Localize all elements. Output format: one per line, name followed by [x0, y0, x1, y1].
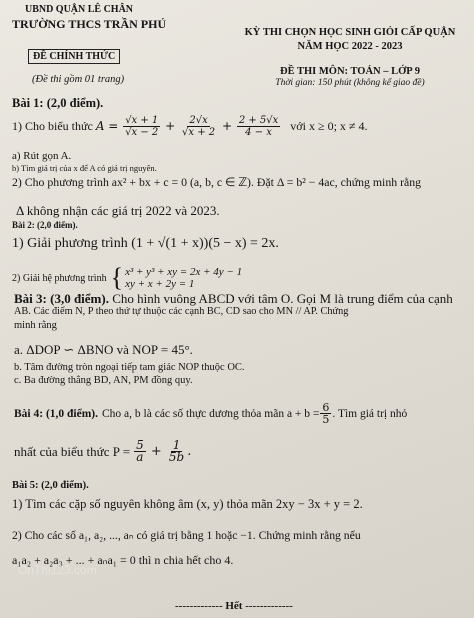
school-label: TRƯỜNG THCS TRẦN PHÚ: [12, 17, 167, 31]
bai4-title: Bài 4: (1,0 điểm).: [14, 407, 99, 420]
bai1-q1b: b) Tìm giá trị của x để A có giá trị nguyên.: [12, 163, 157, 173]
end-marker: ------------- Hết -------------: [175, 600, 293, 612]
bai3-text1: Cho hình vuông ABCD với tâm O. Gọi M là trung điểm của cạnh: [112, 291, 453, 306]
bai1-q2-cont: Δ không nhận các giá trị 2022 và 2023.: [16, 203, 220, 218]
bai5-q2-line1: 2) Cho các số a₁, a₂, ..., aₙ có giá trị bằng 1 hoặc −1. Chứng minh rằng nếu: [12, 529, 361, 542]
official-box: ĐỀ CHÍNH THỨC: [28, 49, 120, 64]
bai2-title: Bài 2: (2,0 điểm).: [12, 220, 78, 230]
bai3-part-b: b. Tâm đường tròn ngoại tiếp tam giác NOP thuộc OC.: [14, 362, 245, 373]
bai3-part-a: a. ΔDOP ∽ ΔBNO và NOP = 45°.: [14, 342, 193, 357]
bai1-q2-intro: 2) Cho phương trình ax² + bx + c = 0 (a, b, c ∈ ℤ). Đặt Δ = b² − 4ac, chứng minh rằng: [12, 175, 422, 189]
bai3-part-c: c. Ba đường thẳng BD, AN, PM đồng quy.: [14, 375, 193, 386]
bai1-condition: với x ≥ 0; x ≠ 4.: [290, 119, 368, 133]
bai1-q1-row: [12, 115, 367, 138]
bai2-q2-row: [12, 263, 243, 292]
system-brace: {: [110, 263, 124, 292]
bai1-title: Bài 1: (2,0 điểm).: [12, 96, 104, 110]
bai2-q1: 1) Giải phương trình (1 + √(1 + x))(5 − x) = 2x.: [12, 236, 279, 251]
frac-1: $\frac{√x + 1}{√x - 2}$: [125, 115, 159, 138]
system-line-1: x³ + y³ + xy = 2x + 4y − 1: [125, 266, 243, 278]
bai3-row1: [14, 291, 453, 307]
exam-title: KỲ THI CHỌN HỌC SINH GIỎI CẤP QUẬN: [244, 27, 456, 38]
bai1-q1-intro: 1) Cho biểu thức: [12, 119, 93, 133]
equation-system: [125, 266, 242, 290]
bai4-text2: nhất của biểu thức P =: [14, 443, 131, 459]
bai4-row1: [14, 402, 407, 425]
watermark: OnThi123.com: [18, 563, 97, 577]
system-line-2: xy + x + 2y = 1: [125, 278, 195, 290]
bai1-q1a: a) Rút gọn A.: [12, 150, 72, 162]
bai4-frac-num: 6: [322, 401, 330, 414]
bai5-q2-line2: a₁a₂ + a₂a₃ + ... + aₙa₁ = 0 thì n chia hết cho 4.: [12, 553, 234, 567]
bai3-text2: AB. Các điểm N, P theo thứ tự thuộc các cạnh BC, CD sao cho MN // AP. Chứng: [14, 306, 349, 317]
frac-3: $\frac{2 + 5√x}{4 - x}$: [238, 115, 279, 138]
time-note: Thời gian: 150 phút (không kể giao đề): [275, 78, 425, 88]
bai5-q1: 1) Tìm các cặp số nguyên không âm (x, y) thỏa mãn 2xy − 3x + y = 2.: [12, 497, 363, 511]
district-label: UBND QUẬN LÊ CHÂN: [24, 4, 134, 15]
bai3-text3: minh rằng: [14, 320, 57, 331]
bai4-frac-den: 5: [322, 413, 330, 426]
bai5-title: Bài 5: (2,0 điểm).: [12, 480, 89, 491]
bai4-text1: Cho a, b là các số thực dương thỏa mãn a + b =: [102, 407, 320, 420]
subject-title: ĐỀ THI MÔN: TOÁN – LỚP 9: [279, 66, 421, 77]
bai2-q2-intro: 2) Giải hệ phương trình: [12, 272, 107, 284]
bai3-title: Bài 3: (3,0 điểm).: [14, 291, 109, 306]
bai4-row2: [14, 440, 191, 463]
bai4-text1-end: . Tìm giá trị nhỏ: [332, 407, 408, 420]
bai1-expression: A = $\frac{√x + 1}{√x - 2}$ + $\frac{2√x}{√x + 2}$ + $\frac{2 + 5√x}{4 - x}$: [95, 115, 279, 138]
bai4-fraction: [320, 402, 331, 425]
school-year: NĂM HỌC 2022 - 2023: [297, 41, 403, 52]
pages-note: (Đề thi gồm 01 trang): [32, 74, 125, 85]
bai4-expression: $\frac{5}{a}$ + $\frac{1}{5b}$ .: [136, 438, 192, 464]
frac-2: $\frac{2√x}{√x + 2}$: [182, 115, 216, 138]
